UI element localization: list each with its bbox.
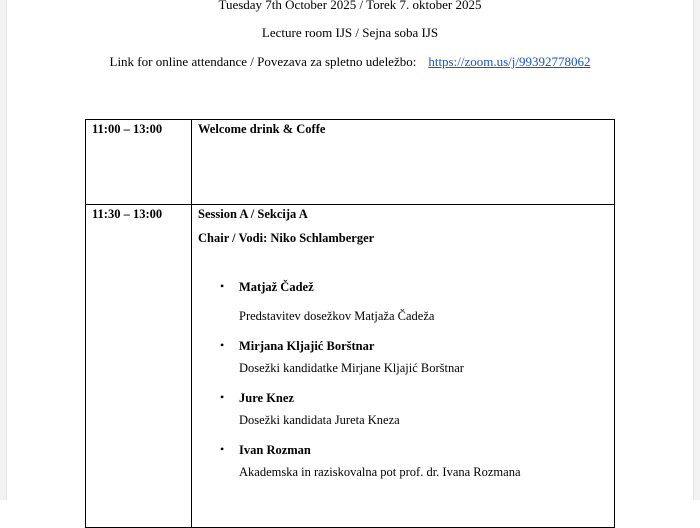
list-item	[198, 391, 614, 428]
online-attendance-label: Link for online attendance / Povezava za spletno udeležbo:	[109, 54, 417, 69]
bullet-icon: •	[220, 338, 225, 352]
online-attendance-line	[0, 54, 700, 70]
speaker-description: Dosežki kandidata Jureta Kneza	[239, 413, 400, 427]
session-cell	[192, 205, 615, 528]
table-row	[86, 205, 615, 528]
zoom-link[interactable]: https://zoom.us/j/99392778062	[428, 54, 591, 69]
speaker-name: Jure Knez	[239, 391, 294, 405]
time-cell: 11:30 – 13:00	[86, 205, 192, 528]
bullet-icon: •	[220, 390, 225, 404]
session-title: Session A / Sekcija A	[198, 207, 308, 221]
list-item	[198, 280, 614, 324]
session-chair: Chair / Vodi: Niko Schlamberger	[198, 231, 375, 245]
speaker-name: Ivan Rozman	[239, 443, 311, 457]
list-item	[198, 443, 614, 480]
schedule-table	[85, 119, 615, 528]
list-item	[198, 339, 614, 376]
speaker-name: Mirjana Kljajić Borštnar	[239, 339, 375, 353]
event-location: Lecture room IJS / Sejna soba IJS	[261, 25, 439, 40]
speaker-description: Akademska in raziskovalna pot prof. dr. Ivana Rozmana	[239, 465, 521, 479]
time-cell: 11:00 – 13:00	[86, 120, 192, 205]
speaker-list	[198, 280, 614, 480]
event-date: Tuesday 7th October 2025 / Torek 7. oktober 2025	[218, 0, 482, 12]
page-edge-right	[693, 0, 700, 500]
speaker-description: Predstavitev dosežkov Matjaža Čadeža	[239, 309, 435, 323]
welcome-drink-cell: Welcome drink & Coffe	[192, 120, 615, 205]
speaker-description: Dosežki kandidatke Mirjane Kljajić Borštnar	[239, 361, 464, 375]
page-edge-left	[0, 0, 7, 500]
table-row	[86, 120, 615, 205]
bullet-icon: •	[220, 442, 225, 456]
bullet-icon: •	[220, 279, 225, 293]
speaker-name: Matjaž Čadež	[239, 280, 314, 294]
